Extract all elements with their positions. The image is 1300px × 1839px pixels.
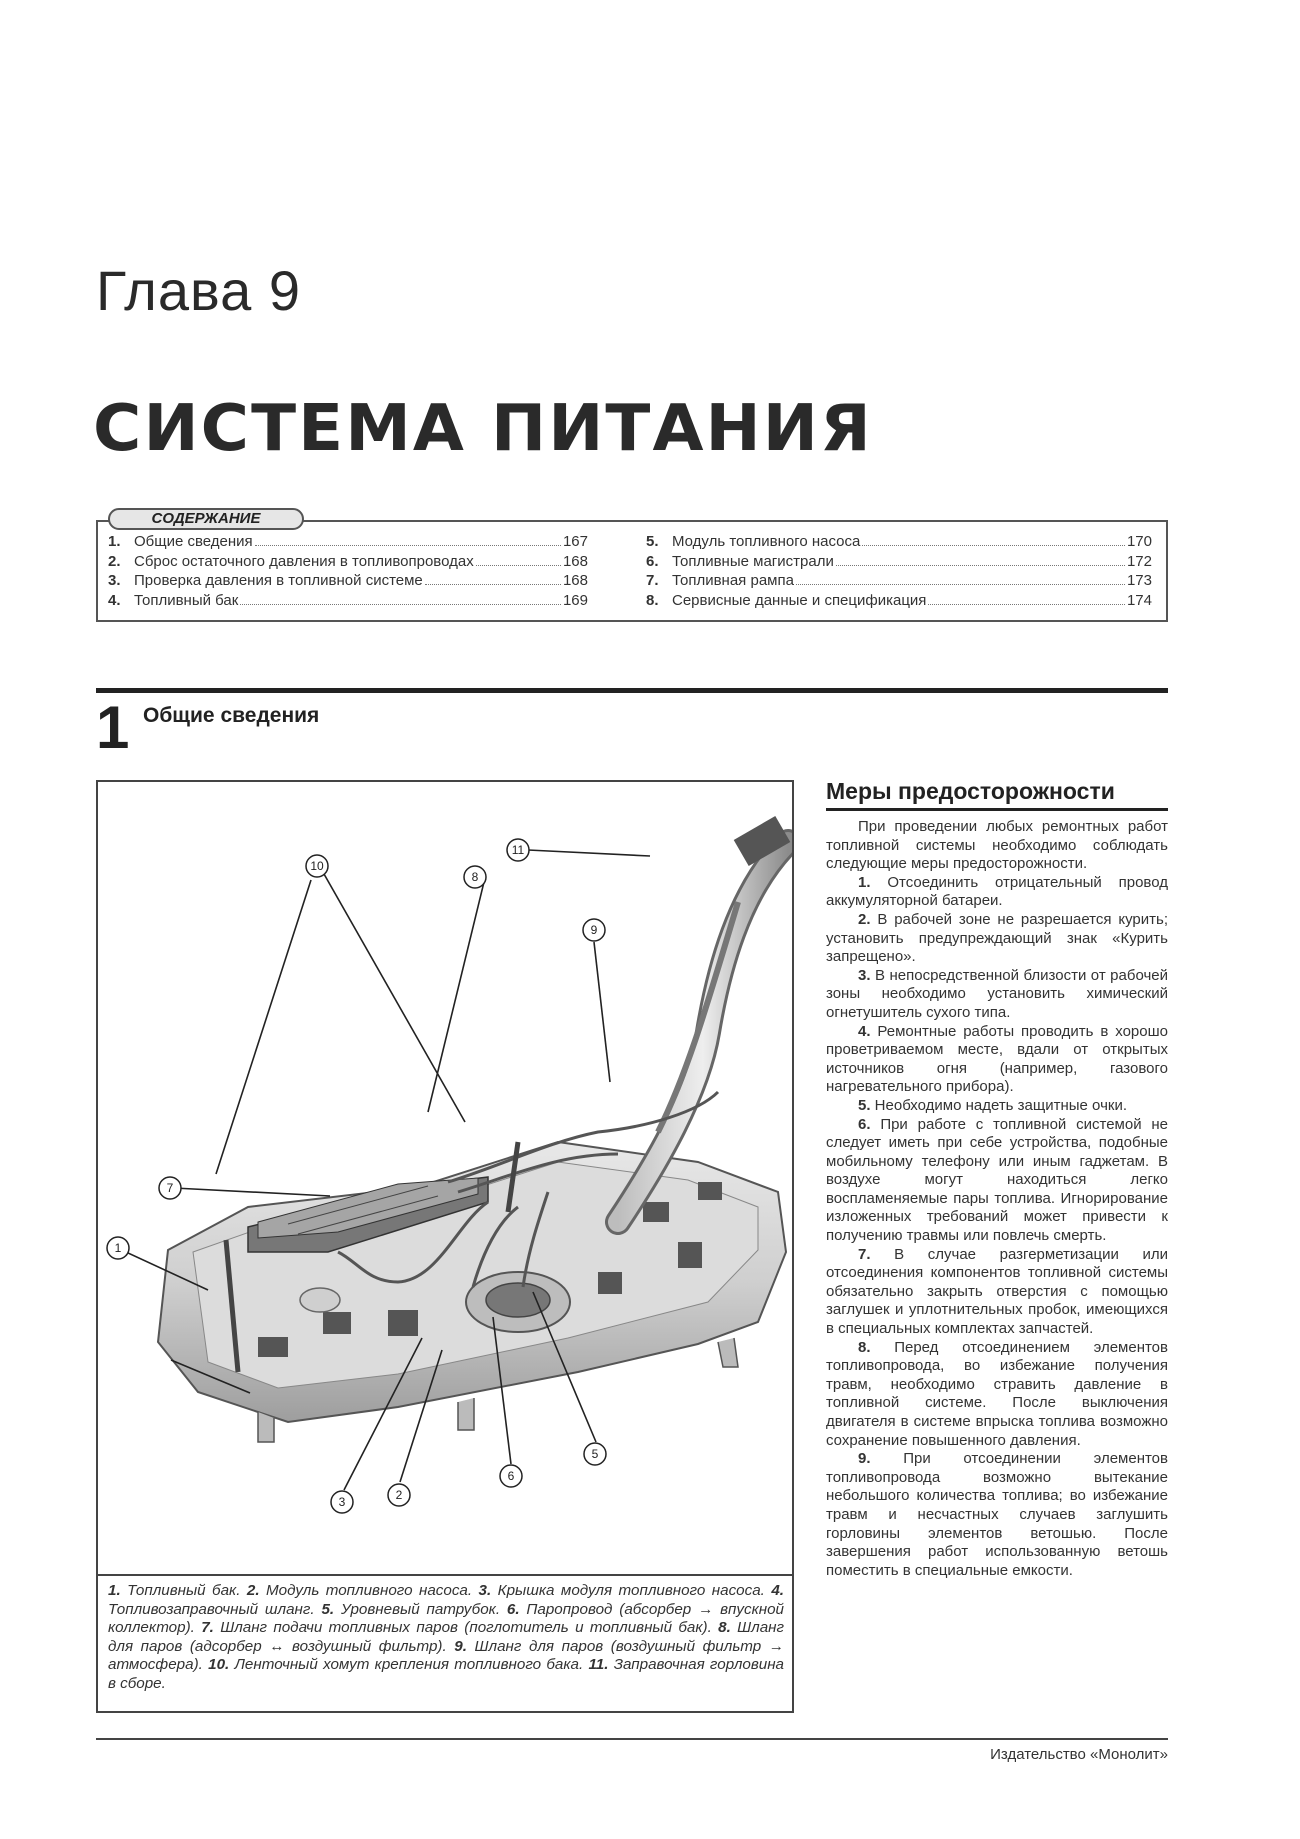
toc-item-number: 1. [108, 533, 121, 550]
precautions-rule [826, 808, 1168, 811]
precaution-num: 6. [858, 1115, 871, 1133]
toc-item-page: 172 [1126, 552, 1152, 570]
precaution-num: 3. [858, 966, 871, 984]
caption-text: Модуль топливного насоса. [259, 1582, 479, 1599]
caption-num: 4. [771, 1582, 784, 1599]
toc-item-number: 5. [646, 533, 659, 550]
caption-text: Шланг для паров (воздушный фильтр → атмосфера). [108, 1637, 784, 1673]
precaution-num: 1. [858, 873, 871, 891]
caption-text: Паропровод (абсорбер → впускной коллектор). [108, 1600, 784, 1636]
precaution-text: Ремонтные работы проводить в хорошо проветриваемом месте, вдали от открытых источников огня (например, газового нагревательного прибора). [826, 1022, 1168, 1096]
precaution-num: 2. [858, 910, 871, 928]
precaution-item [826, 1023, 1168, 1097]
toc-item[interactable] [646, 533, 1152, 553]
toc-item[interactable] [108, 553, 588, 573]
caption-num: 8. [718, 1619, 731, 1636]
toc-column-left [108, 533, 588, 611]
toc-item-title: Топливная рампа [672, 572, 794, 589]
fuel-tank-illustration [98, 782, 792, 1574]
precaution-item [826, 967, 1168, 1023]
caption-text: Топливный бак. [120, 1582, 247, 1599]
caption-num: 1. [108, 1582, 121, 1599]
toc-column-right [646, 533, 1152, 611]
toc-leader [862, 545, 1125, 546]
toc-item-title: Проверка давления в топливной системе [134, 572, 423, 589]
figure-caption [108, 1582, 784, 1693]
toc-item-number: 7. [646, 572, 659, 589]
chapter-label: Глава 9 [96, 259, 301, 322]
precaution-text: Отсоединить отрицательный провод аккумуляторной батареи. [826, 873, 1168, 910]
section-rule [96, 688, 1168, 693]
toc-item-number: 2. [108, 552, 121, 570]
toc-item-title: Общие сведения [134, 533, 253, 550]
precaution-text: В рабочей зоне не разрешается курить; установить предупреждающий знак «Курить запрещено». [826, 910, 1168, 966]
toc-item[interactable] [646, 592, 1152, 612]
caption-num: 10. [208, 1656, 230, 1673]
toc-item-title: Сервисные данные и спецификация [672, 591, 927, 609]
precaution-num: 9. [858, 1450, 871, 1468]
toc-leader [240, 604, 561, 605]
precaution-text: При работе с топливной системой не следует иметь при себе устройства, подобные мобильному телефону или иным гаджетам. В воздухе могут находиться легко воспламеняемые пары топлива. Игнорирование изложенных требований может привести к получению травмы или повлечь смерть. [826, 1115, 1168, 1245]
callout-2-label: 2 [395, 1488, 403, 1502]
filler-neck-shape [618, 816, 790, 1222]
precaution-item [826, 1116, 1168, 1246]
caption-text: Шланг для паров (адсорбер ↔ воздушный фильтр). [108, 1619, 785, 1655]
callout-1-label: 1 [114, 1241, 122, 1255]
toc-heading: СОДЕРЖАНИЕ [108, 508, 304, 530]
callout-6-label: 6 [507, 1469, 515, 1483]
precaution-text: В случае разгерметизации или отсоединения компонентов топливной системы обязательно закрыть отверстия с помощью заглушек и уплотнительных пробок, имеющихся в специальных комплектах запчастей. [826, 1245, 1168, 1338]
toc-leader [836, 565, 1125, 566]
precautions-intro: При проведении любых ремонтных работ топливной системы необходимо соблюдать следующие меры предосторожности. [826, 818, 1168, 873]
precaution-item [826, 874, 1168, 911]
caption-text: Ленточный хомут крепления топливного бака. [229, 1656, 589, 1673]
caption-num: 11. [588, 1656, 609, 1673]
caption-num: 5. [321, 1600, 335, 1618]
caption-text: Топливозаправочный шланг. [108, 1600, 322, 1618]
figure-panel [96, 780, 794, 1713]
precaution-text: Необходимо надеть защитные очки. [870, 1096, 1127, 1114]
toc-item-number: 6. [646, 552, 659, 570]
precaution-num: 5. [858, 1096, 871, 1114]
toc-item[interactable] [646, 553, 1152, 573]
toc-item[interactable] [646, 572, 1152, 592]
precaution-text: Перед отсоединением элементов топливопровода, во избежание получения травм, необходимо стравить давление в топливной системе. После выключения двигателя в системе впрыска топлива возможно сохранение повышенного давления. [826, 1338, 1168, 1449]
footer-rule [96, 1738, 1168, 1740]
toc-item[interactable] [108, 592, 588, 612]
toc-leader [476, 565, 561, 566]
precaution-item [826, 911, 1168, 967]
toc-leader [425, 584, 561, 585]
toc-item-number: 3. [108, 572, 121, 589]
caption-text: Крышка модуля топливного насоса. [491, 1582, 772, 1599]
toc-item-number: 8. [646, 591, 659, 609]
precaution-item [826, 1450, 1168, 1580]
toc-item-page: 168 [562, 572, 588, 589]
precaution-text: В непосредственной близости от рабочей зоны необходимо установить химический огнетушитель сухого типа. [826, 966, 1168, 1021]
toc-item-page: 174 [1126, 591, 1152, 609]
toc-leader [928, 604, 1125, 605]
publisher-footer: Издательство «Монолит» [990, 1746, 1168, 1763]
toc-item-page: 168 [562, 552, 588, 570]
section-title: Общие сведения [143, 704, 320, 727]
toc-item-title: Топливные магистрали [672, 552, 834, 570]
callout-7-label: 7 [166, 1181, 174, 1195]
toc-item-page: 167 [562, 533, 588, 550]
caption-num: 6. [506, 1600, 520, 1618]
toc-item-page: 169 [562, 591, 588, 609]
caption-text: Заправочная горловина в сборе. [108, 1656, 785, 1692]
caption-num: 9. [454, 1637, 467, 1655]
toc-item-title: Топливный бак [134, 591, 239, 609]
callout-10-label: 10 [310, 859, 324, 873]
caption-num: 3. [478, 1582, 492, 1599]
caption-divider [98, 1574, 792, 1576]
precaution-text: При отсоединении элементов топливопровода возможно вытекание небольшого количества топлива; во избежание травм и несчастных случаев заглушить горловины элементов ветошью. После завершения работ использованную ветошь поместить в специальные емкости. [826, 1450, 1168, 1579]
precaution-num: 4. [858, 1022, 871, 1040]
toc-item[interactable] [108, 572, 588, 592]
toc-item-page: 173 [1126, 572, 1152, 589]
toc-leader [255, 545, 561, 546]
caption-num: 2. [246, 1582, 260, 1599]
precaution-item [826, 1097, 1168, 1116]
caption-text: Уровневый патрубок. [334, 1600, 507, 1618]
callout-9-label: 9 [590, 923, 598, 937]
toc-item-page: 170 [1126, 533, 1152, 550]
chapter-title: СИСТЕМА ПИТАНИЯ [93, 392, 873, 466]
toc-item-title: Модуль топливного насоса [672, 533, 861, 550]
precaution-num: 7. [858, 1245, 871, 1263]
precaution-num: 8. [858, 1338, 871, 1356]
precaution-item [826, 1246, 1168, 1339]
callout-3-label: 3 [338, 1495, 346, 1509]
caption-text: Шланг подачи топливных паров (поглотитель и топливный бак). [213, 1619, 719, 1636]
callout-11-label: 11 [511, 843, 525, 857]
callout-8-label: 8 [471, 870, 479, 884]
toc-item-title: Сброс остаточного давления в топливопроводах [134, 552, 474, 570]
precautions-body [826, 818, 1168, 1580]
precaution-item [826, 1339, 1168, 1451]
section-number: 1 [96, 694, 130, 761]
precautions-title: Меры предосторожности [826, 778, 1115, 804]
toc-leader [796, 584, 1125, 585]
toc-item-number: 4. [108, 591, 121, 609]
caption-num: 7. [201, 1619, 214, 1636]
toc-item[interactable] [108, 533, 588, 553]
callout-5-label: 5 [591, 1447, 599, 1461]
